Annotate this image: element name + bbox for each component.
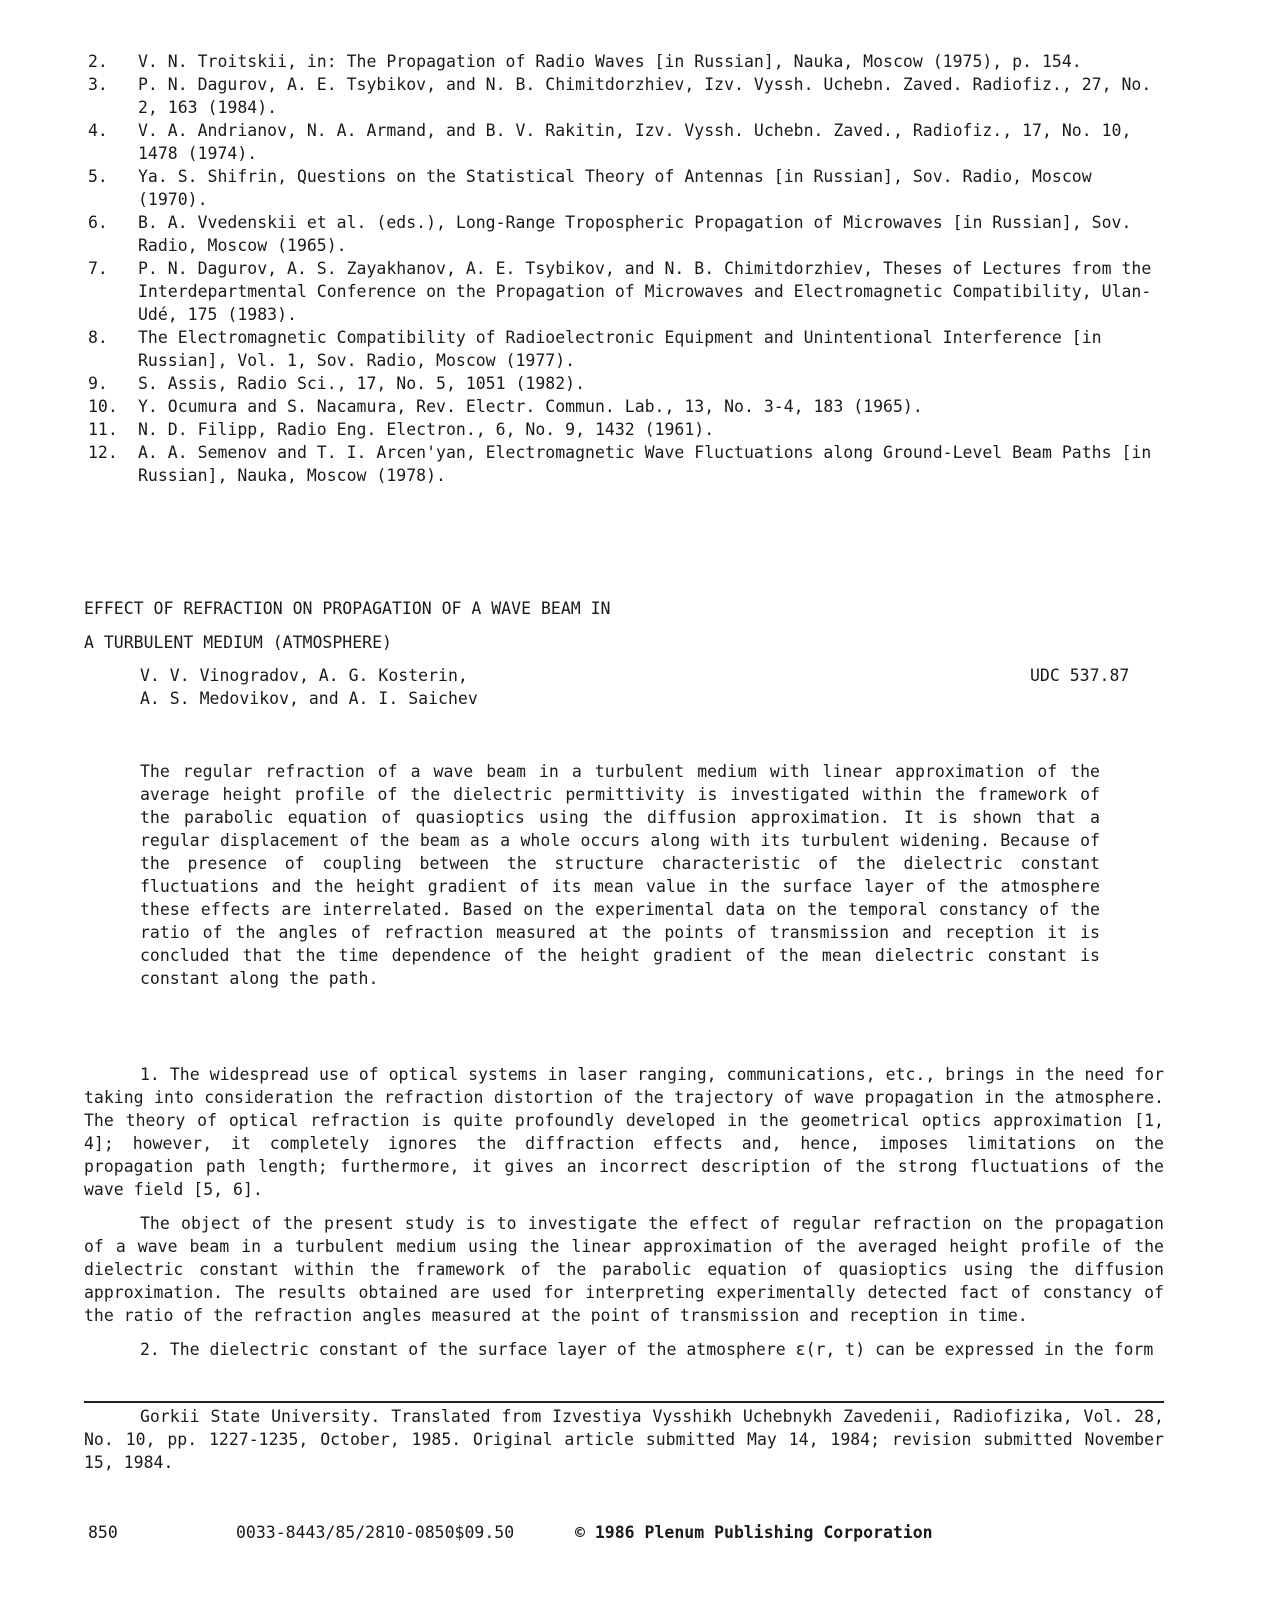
body-paragraph: 2. The dielectric constant of the surface layer of the atmosphere ε(r, t) can be expressed in the form — [140, 1340, 1154, 1359]
reference-text: N. D. Filipp, Radio Eng. Electron., 6, No. 9, 1432 (1961). — [138, 420, 715, 439]
reference-item — [88, 211, 1168, 257]
page-number: 850 — [88, 1523, 118, 1542]
copyright-notice: © 1986 Plenum Publishing Corporation — [575, 1523, 933, 1542]
body-paragraph: 1. The widespread use of optical systems in laser ranging, communications, etc., brings in the need for taking into consideration the refraction distortion of the trajectory of wave propagation in the atmosphere. The theory of optical refraction is quite profoundly developed in the geometrical optics approximation [1, 4]; however, it completely ignores the diffraction effects and, hence, imposes limitations on the propagation path length; furthermore, it gives an incorrect description of the strong fluctuations of the wave field [5, 6]. — [84, 1065, 1164, 1199]
reference-text: V. N. Troitskii, in: The Propagation of Radio Waves [in Russian], Nauka, Moscow (1975), p. 154. — [138, 52, 1082, 71]
footnote-divider — [84, 1401, 1164, 1403]
reference-text: S. Assis, Radio Sci., 17, No. 5, 1051 (1982). — [138, 374, 586, 393]
body-paragraph: The object of the present study is to investigate the effect of regular refraction on the propagation of a wave beam in a turbulent medium using the linear approximation of the averaged height profile of the dielectric constant within the framework of the parabolic equation of quasioptics using the diffusion approximation. The results obtained are used for interpreting experimentally detected fact of constancy of the ratio of the refraction angles measured at the point of transmission and reception in time. — [84, 1214, 1164, 1325]
reference-number: 4. — [88, 121, 108, 140]
article-title-line: A TURBULENT MEDIUM (ATMOSPHERE) — [84, 633, 392, 652]
reference-number: 8. — [88, 328, 108, 347]
author-line: A. S. Medovikov, and A. I. Saichev — [140, 689, 478, 708]
reference-list — [88, 50, 1168, 487]
issn-code: 0033-8443/85/2810-0850$09.50 — [236, 1523, 515, 1542]
udc-code: UDC 537.87 — [1030, 666, 1130, 685]
article-title — [84, 592, 884, 660]
reference-number: 2. — [88, 52, 108, 71]
author-line: V. V. Vinogradov, A. G. Kosterin, — [140, 666, 468, 685]
author-list — [140, 664, 740, 710]
reference-number: 5. — [88, 167, 108, 186]
reference-number: 3. — [88, 75, 108, 94]
reference-number: 12. — [88, 443, 118, 462]
reference-number: 10. — [88, 397, 118, 416]
reference-item — [88, 441, 1168, 487]
reference-item — [88, 73, 1168, 119]
reference-text: P. N. Dagurov, A. S. Zayakhanov, A. E. Tsybikov, and N. B. Chimitdorzhiev, Theses of Lectures from the Interdepartmental Conference on the Propagation of Microwaves and Electromagnetic Compatibility, Ulan-Udé, 175 (1983). — [138, 259, 1152, 324]
reference-number: 7. — [88, 259, 108, 278]
reference-item — [88, 395, 1168, 418]
reference-text: V. A. Andrianov, N. A. Armand, and B. V. Rakitin, Izv. Vyssh. Uchebn. Zaved., Radiofiz., 17, No. 10, 1478 (1974). — [138, 121, 1132, 163]
page-footer — [0, 1521, 1261, 1551]
abstract: The regular refraction of a wave beam in a turbulent medium with linear approximation of the average height profile of the dielectric permittivity is investigated within the framework of the parabolic equation of quasioptics using the diffusion approximation. It is shown that a regular displacement of the beam as a whole occurs along with its turbulent widening. Because of the presence of coupling between the structure characteristic of the dielectric constant fluctuations and the height gradient of its mean value in the surface layer of the atmosphere these effects are interrelated. Based on the experimental data on the temporal constancy of the ratio of the angles of refraction measured at the points of transmission and reception it is concluded that the time dependence of the height gradient of the mean dielectric constant is constant along the path. — [140, 762, 1100, 988]
reference-text: P. N. Dagurov, A. E. Tsybikov, and N. B. Chimitdorzhiev, Izv. Vyssh. Uchebn. Zaved. Radiofiz., 27, No. 2, 163 (1984). — [138, 75, 1152, 117]
article-body — [84, 1063, 1164, 1372]
reference-item — [88, 326, 1168, 372]
reference-number: 11. — [88, 420, 118, 439]
reference-item — [88, 165, 1168, 211]
reference-item — [88, 418, 1168, 441]
footnote: Gorkii State University. Translated from Izvestiya Vysshikh Uchebnykh Zavedenii, Radiofizika, Vol. 28, No. 10, pp. 1227-1235, October, 1985. Original article submitted May 14, 1984; revision submitted November 15, 1984. — [84, 1407, 1164, 1472]
reference-number: 6. — [88, 213, 108, 232]
reference-item — [88, 50, 1168, 73]
reference-number: 9. — [88, 374, 108, 393]
reference-text: The Electromagnetic Compatibility of Radioelectronic Equipment and Unintentional Interference [in Russian], Vol. 1, Sov. Radio, Moscow (1977). — [138, 328, 1102, 370]
reference-text: B. A. Vvedenskii et al. (eds.), Long-Range Tropospheric Propagation of Microwaves [in Russian], Sov. Radio, Moscow (1965). — [138, 213, 1132, 255]
reference-item — [88, 119, 1168, 165]
reference-item — [88, 257, 1168, 326]
reference-text: Ya. S. Shifrin, Questions on the Statistical Theory of Antennas [in Russian], Sov. Radio, Moscow (1970). — [138, 167, 1092, 209]
reference-text: A. A. Semenov and T. I. Arcen'yan, Electromagnetic Wave Fluctuations along Ground-Level Beam Paths [in Russian], Nauka, Moscow (1978). — [138, 443, 1152, 485]
reference-text: Y. Ocumura and S. Nacamura, Rev. Electr. Commun. Lab., 13, No. 3-4, 183 (1965). — [138, 397, 923, 416]
reference-item — [88, 372, 1168, 395]
article-title-line: EFFECT OF REFRACTION ON PROPAGATION OF A WAVE BEAM IN — [84, 599, 611, 618]
